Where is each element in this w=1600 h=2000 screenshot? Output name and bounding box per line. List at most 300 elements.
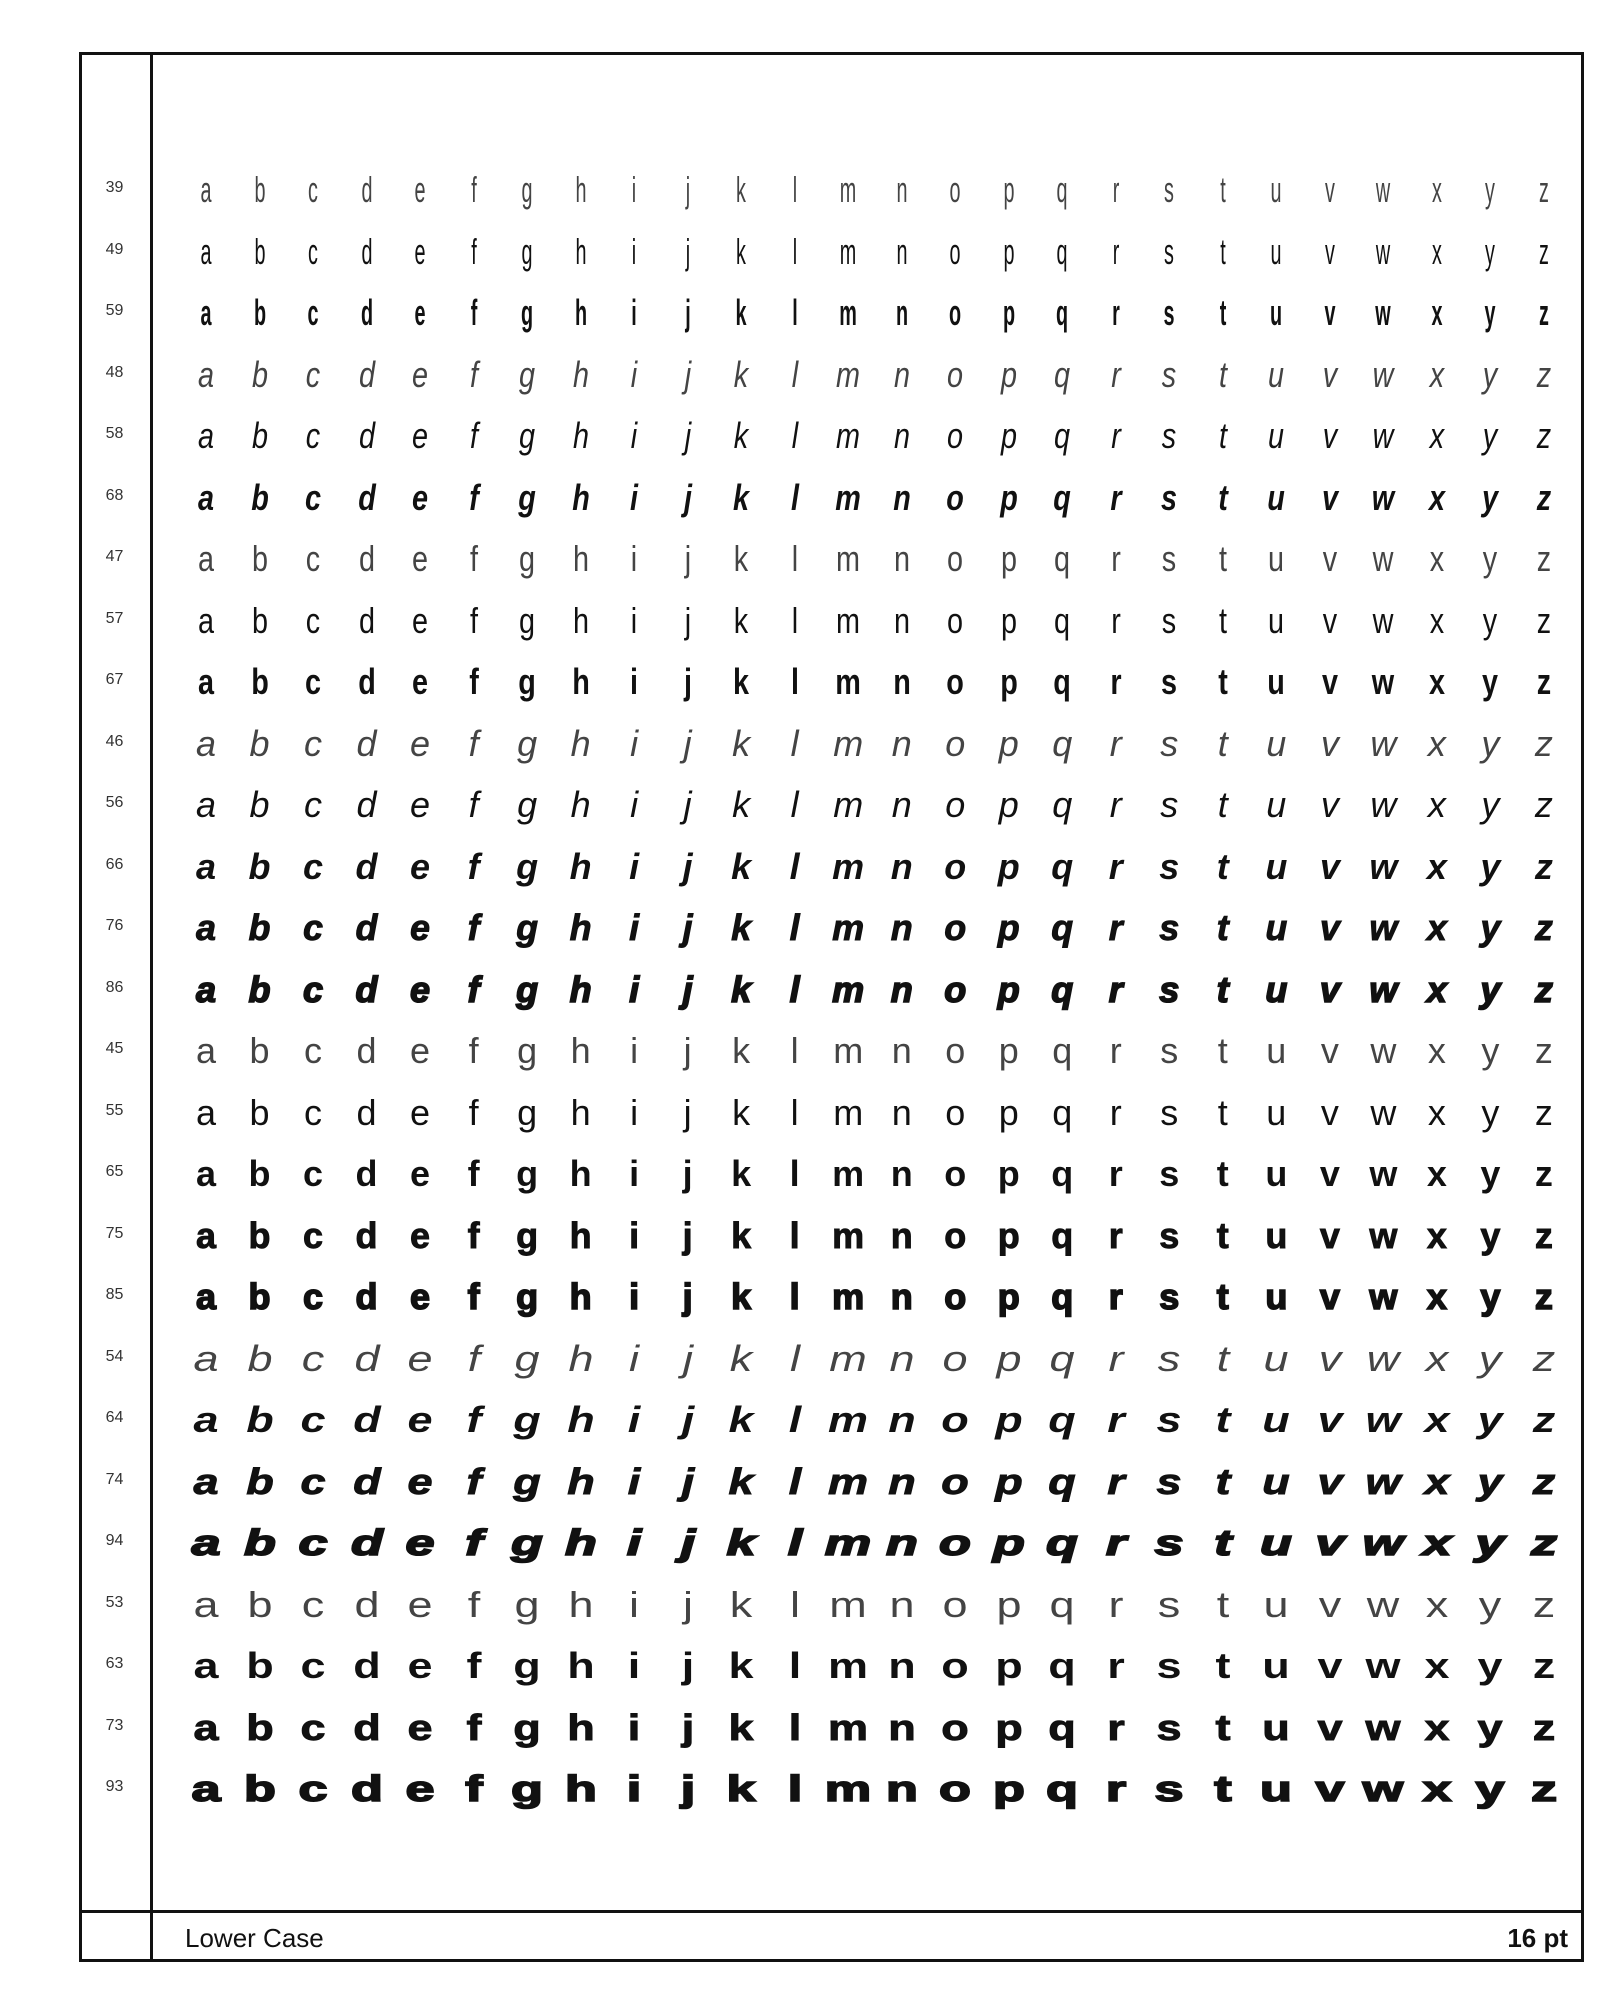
glyph-p: p — [994, 1460, 1023, 1502]
glyph-j: j — [682, 1214, 693, 1256]
glyph-d: d — [355, 1276, 378, 1317]
glyph-m: m — [832, 1214, 865, 1256]
glyph-r: r — [1109, 1091, 1122, 1133]
glyph-m: m — [833, 722, 864, 764]
glyph-o: o — [946, 661, 965, 702]
glyph-w: w — [1369, 968, 1398, 1010]
glyph-y: y — [1484, 292, 1496, 333]
glyph-a: a — [195, 1214, 217, 1256]
glyph-q: q — [1046, 1522, 1079, 1563]
glyph-m: m — [833, 1030, 864, 1071]
glyph-w: w — [1372, 599, 1394, 641]
glyph-f: f — [469, 599, 478, 641]
glyph-h: h — [575, 230, 587, 272]
glyph-h: h — [572, 353, 589, 395]
glyph-c: c — [305, 538, 321, 579]
glyph-x: x — [1431, 169, 1442, 210]
glyph-g: g — [516, 1276, 539, 1317]
glyph-a: a — [195, 1030, 217, 1071]
glyph-w: w — [1365, 1706, 1401, 1748]
glyph-o: o — [945, 722, 966, 764]
glyph-t: t — [1216, 1583, 1230, 1625]
glyph-o: o — [944, 907, 967, 948]
alphabet-line — [185, 468, 1565, 528]
glyph-x: x — [1425, 1583, 1449, 1625]
glyph-o: o — [941, 1460, 969, 1502]
glyph-y: y — [1482, 661, 1499, 702]
glyph-v: v — [1317, 1645, 1343, 1686]
glyph-d: d — [357, 661, 376, 702]
glyph-q: q — [1048, 1706, 1076, 1748]
glyph-a: a — [197, 599, 215, 641]
glyph-u: u — [1266, 1091, 1287, 1133]
glyph-c: c — [303, 968, 324, 1010]
glyph-l: l — [791, 353, 798, 395]
glyph-q: q — [1052, 784, 1073, 825]
glyph-e: e — [410, 845, 431, 887]
glyph-q: q — [1049, 1583, 1075, 1625]
glyph-v: v — [1321, 476, 1338, 518]
glyph-c: c — [304, 784, 323, 825]
glyph-k: k — [729, 1583, 753, 1625]
glyph-t: t — [1216, 1337, 1230, 1379]
glyph-a: a — [197, 661, 215, 702]
glyph-a: a — [195, 907, 217, 948]
glyph-m: m — [832, 1153, 865, 1194]
glyph-e: e — [412, 415, 429, 456]
glyph-t: t — [1216, 968, 1229, 1010]
glyph-k: k — [736, 169, 747, 210]
glyph-x: x — [1428, 661, 1445, 702]
glyph-w: w — [1369, 1153, 1398, 1194]
alphabet-line — [185, 1575, 1565, 1635]
glyph-p: p — [1000, 599, 1017, 641]
specimen-row-67 — [0, 652, 1600, 712]
glyph-j: j — [685, 169, 690, 210]
glyph-j: j — [683, 661, 692, 702]
glyph-g: g — [517, 722, 538, 764]
glyph-u: u — [1262, 1399, 1291, 1440]
glyph-o: o — [947, 353, 964, 395]
glyph-z: z — [1534, 1214, 1553, 1256]
glyph-s: s — [1162, 538, 1177, 579]
glyph-f: f — [468, 1030, 479, 1071]
glyph-m: m — [839, 292, 857, 333]
specimen-row-66 — [0, 837, 1600, 897]
glyph-u: u — [1260, 1522, 1293, 1563]
glyph-h: h — [570, 722, 591, 764]
glyph-s: s — [1161, 476, 1178, 518]
glyph-e: e — [405, 1768, 435, 1809]
glyph-r: r — [1106, 1706, 1125, 1748]
weight-number: 53 — [105, 1593, 124, 1611]
glyph-i: i — [631, 230, 637, 272]
glyph-x: x — [1424, 1460, 1450, 1502]
glyph-o: o — [944, 845, 967, 887]
glyph-w: w — [1372, 661, 1395, 702]
glyph-a: a — [193, 1583, 219, 1625]
glyph-u: u — [1268, 353, 1285, 395]
glyph-k: k — [733, 415, 749, 456]
glyph-z: z — [1534, 1091, 1553, 1133]
glyph-u: u — [1268, 415, 1285, 456]
glyph-k: k — [728, 1460, 754, 1502]
glyph-b: b — [251, 353, 268, 395]
glyph-b: b — [251, 599, 268, 641]
glyph-u: u — [1265, 907, 1288, 948]
glyph-a: a — [200, 292, 212, 333]
glyph-i: i — [629, 1153, 640, 1194]
glyph-n: n — [891, 784, 912, 825]
glyph-k: k — [731, 1214, 752, 1256]
glyph-l: l — [788, 1706, 801, 1748]
glyph-c: c — [303, 907, 324, 948]
glyph-e: e — [407, 1460, 433, 1502]
glyph-u: u — [1266, 1030, 1287, 1071]
glyph-p: p — [996, 1337, 1022, 1379]
glyph-m: m — [832, 1276, 865, 1317]
glyph-h: h — [566, 1706, 595, 1748]
glyph-r: r — [1110, 476, 1122, 518]
glyph-d: d — [352, 1399, 381, 1440]
glyph-s: s — [1156, 1645, 1182, 1686]
glyph-s: s — [1159, 1276, 1180, 1317]
glyph-c: c — [305, 661, 322, 702]
glyph-n: n — [890, 1276, 913, 1317]
glyph-j: j — [684, 353, 691, 395]
weight-number: 67 — [105, 671, 124, 688]
glyph-o: o — [949, 292, 962, 333]
glyph-g: g — [519, 599, 536, 641]
glyph-x: x — [1427, 784, 1446, 825]
glyph-k: k — [726, 1522, 756, 1563]
alphabet-line — [185, 1329, 1565, 1389]
glyph-z: z — [1534, 784, 1553, 825]
glyph-e: e — [414, 292, 426, 333]
glyph-g: g — [518, 661, 536, 702]
weight-number: 86 — [105, 978, 124, 996]
glyph-n: n — [890, 845, 913, 887]
glyph-o: o — [942, 1583, 968, 1625]
glyph-t: t — [1217, 661, 1228, 702]
glyph-b: b — [251, 538, 268, 579]
glyph-n: n — [890, 907, 913, 948]
glyph-g: g — [516, 1153, 539, 1194]
glyph-w: w — [1375, 292, 1392, 333]
specimen-row-53 — [0, 1575, 1600, 1635]
glyph-g: g — [521, 230, 533, 272]
glyph-e: e — [410, 1276, 431, 1317]
glyph-h: h — [570, 1030, 591, 1071]
glyph-h: h — [572, 599, 589, 641]
alphabet-line — [185, 160, 1565, 220]
glyph-j: j — [684, 415, 691, 456]
glyph-e: e — [410, 1030, 431, 1071]
glyph-n: n — [892, 476, 911, 518]
glyph-x: x — [1426, 907, 1447, 948]
glyph-z: z — [1532, 1460, 1556, 1502]
alphabet-line — [185, 222, 1565, 282]
glyph-p: p — [998, 1030, 1019, 1071]
glyph-s: s — [1163, 292, 1175, 333]
glyph-z: z — [1532, 1399, 1556, 1440]
glyph-y: y — [1481, 722, 1500, 764]
glyph-l: l — [789, 1276, 800, 1317]
glyph-b: b — [245, 1460, 274, 1502]
glyph-f: f — [470, 292, 477, 333]
glyph-f: f — [470, 169, 477, 210]
glyph-y: y — [1480, 845, 1501, 887]
glyph-m: m — [836, 415, 861, 456]
glyph-x: x — [1426, 845, 1447, 887]
glyph-e: e — [405, 1522, 435, 1563]
weight-number: 45 — [105, 1040, 124, 1057]
glyph-x: x — [1427, 1030, 1446, 1071]
glyph-t: t — [1216, 1276, 1229, 1317]
glyph-w: w — [1369, 1276, 1398, 1317]
glyph-d: d — [356, 722, 377, 764]
glyph-m: m — [835, 661, 861, 702]
glyph-z: z — [1538, 292, 1549, 333]
glyph-j: j — [681, 1645, 694, 1686]
glyph-w: w — [1369, 845, 1398, 887]
glyph-t: t — [1217, 476, 1228, 518]
glyph-u: u — [1263, 1337, 1289, 1379]
glyph-t: t — [1218, 353, 1227, 395]
glyph-m: m — [832, 968, 865, 1010]
glyph-d: d — [355, 1214, 378, 1256]
glyph-i: i — [629, 1583, 640, 1625]
glyph-u: u — [1270, 230, 1282, 272]
footer-size: 16 pt — [1507, 1923, 1568, 1953]
glyph-y: y — [1477, 1645, 1503, 1686]
glyph-v: v — [1322, 599, 1338, 641]
glyph-m: m — [839, 169, 857, 210]
glyph-u: u — [1270, 292, 1283, 333]
glyph-g: g — [513, 1645, 541, 1686]
glyph-s: s — [1160, 784, 1179, 825]
glyph-w: w — [1367, 1583, 1400, 1625]
glyph-b: b — [248, 1276, 271, 1317]
glyph-d: d — [356, 784, 377, 825]
glyph-n: n — [893, 599, 910, 641]
glyph-q: q — [1053, 661, 1072, 702]
glyph-j: j — [682, 1276, 693, 1317]
glyph-x: x — [1424, 1399, 1450, 1440]
glyph-r: r — [1106, 1460, 1125, 1502]
glyph-e: e — [407, 1706, 433, 1748]
glyph-l: l — [791, 415, 798, 456]
glyph-i: i — [626, 1522, 642, 1563]
glyph-q: q — [1054, 353, 1071, 395]
glyph-m: m — [836, 599, 861, 641]
glyph-f: f — [470, 230, 477, 272]
glyph-x: x — [1426, 1276, 1447, 1317]
glyph-g: g — [517, 784, 538, 825]
glyph-m: m — [824, 1768, 872, 1809]
glyph-i: i — [630, 661, 639, 702]
glyph-b: b — [250, 661, 269, 702]
glyph-t: t — [1216, 1214, 1229, 1256]
specimen-row-46 — [0, 714, 1600, 774]
glyph-e: e — [407, 1645, 433, 1686]
glyph-l: l — [788, 1460, 801, 1502]
glyph-y: y — [1475, 1768, 1505, 1809]
glyph-w: w — [1372, 476, 1395, 518]
glyph-g: g — [517, 1030, 538, 1071]
glyph-j: j — [683, 784, 692, 825]
glyph-y: y — [1475, 1522, 1505, 1563]
glyph-q: q — [1048, 1460, 1076, 1502]
glyph-f: f — [464, 1768, 483, 1809]
glyph-x: x — [1429, 415, 1445, 456]
glyph-t: t — [1215, 1399, 1231, 1440]
glyph-v: v — [1322, 538, 1338, 579]
glyph-w: w — [1372, 353, 1394, 395]
glyph-q: q — [1051, 1214, 1074, 1256]
glyph-s: s — [1159, 1214, 1180, 1256]
glyph-h: h — [569, 907, 592, 948]
glyph-l: l — [791, 599, 798, 641]
glyph-r: r — [1106, 1645, 1125, 1686]
glyph-s: s — [1154, 1522, 1184, 1563]
glyph-c: c — [300, 1399, 326, 1440]
glyph-p: p — [992, 1768, 1025, 1809]
glyph-n: n — [887, 1399, 916, 1440]
glyph-d: d — [352, 1645, 381, 1686]
glyph-t: t — [1215, 1706, 1231, 1748]
glyph-t: t — [1216, 845, 1229, 887]
specimen-row-76 — [0, 898, 1600, 958]
glyph-e: e — [412, 599, 429, 641]
glyph-p: p — [997, 968, 1020, 1010]
glyph-h: h — [569, 1276, 592, 1317]
glyph-c: c — [303, 845, 324, 887]
glyph-s: s — [1154, 1768, 1184, 1809]
glyph-c: c — [301, 1583, 325, 1625]
glyph-a: a — [197, 353, 215, 395]
glyph-t: t — [1220, 169, 1226, 210]
glyph-p: p — [1000, 353, 1017, 395]
glyph-b: b — [245, 1399, 274, 1440]
glyph-q: q — [1049, 1337, 1075, 1379]
weight-number: 64 — [105, 1409, 124, 1426]
alphabet-line — [185, 1083, 1565, 1143]
glyph-k: k — [733, 661, 750, 702]
glyph-u: u — [1263, 1583, 1289, 1625]
glyph-a: a — [191, 1522, 221, 1563]
glyph-o: o — [944, 1153, 967, 1194]
glyph-y: y — [1485, 230, 1496, 272]
glyph-i: i — [630, 353, 638, 395]
glyph-o: o — [941, 1399, 969, 1440]
specimen-row-65 — [0, 1144, 1600, 1204]
glyph-d: d — [358, 353, 375, 395]
glyph-s: s — [1156, 1399, 1182, 1440]
glyph-p: p — [999, 661, 1018, 702]
glyph-y: y — [1480, 1276, 1501, 1317]
glyph-l: l — [787, 1522, 802, 1563]
glyph-f: f — [468, 1091, 479, 1133]
glyph-t: t — [1219, 292, 1227, 333]
glyph-u: u — [1265, 845, 1288, 887]
glyph-x: x — [1427, 1091, 1446, 1133]
glyph-w: w — [1363, 1768, 1404, 1809]
glyph-s: s — [1158, 1583, 1181, 1625]
glyph-c: c — [300, 1460, 326, 1502]
glyph-f: f — [467, 845, 480, 887]
glyph-g: g — [519, 415, 536, 456]
glyph-y: y — [1481, 784, 1500, 825]
glyph-m: m — [832, 845, 865, 887]
glyph-w: w — [1365, 1460, 1401, 1502]
glyph-e: e — [412, 353, 429, 395]
specimen-row-39 — [0, 160, 1600, 220]
glyph-b: b — [248, 845, 271, 887]
glyph-w: w — [1365, 1399, 1401, 1440]
glyph-k: k — [728, 1706, 754, 1748]
glyph-m: m — [829, 1337, 867, 1379]
glyph-w: w — [1370, 722, 1397, 764]
glyph-z: z — [1536, 353, 1552, 395]
alphabet-line — [185, 1267, 1565, 1327]
glyph-i: i — [629, 968, 640, 1010]
glyph-c: c — [308, 230, 318, 272]
glyph-a: a — [193, 1399, 219, 1440]
weight-number: 63 — [105, 1655, 124, 1672]
glyph-o: o — [941, 1706, 969, 1748]
glyph-q: q — [1048, 1399, 1076, 1440]
glyph-j: j — [682, 1583, 693, 1625]
glyph-w: w — [1369, 907, 1398, 948]
glyph-c: c — [300, 1645, 326, 1686]
glyph-o: o — [945, 1030, 966, 1071]
glyph-x: x — [1427, 722, 1446, 764]
weight-number: 49 — [105, 240, 124, 258]
glyph-f: f — [466, 1399, 482, 1440]
glyph-o: o — [947, 415, 964, 456]
glyph-i: i — [629, 1214, 640, 1256]
glyph-i: i — [627, 1645, 641, 1686]
glyph-q: q — [1051, 968, 1074, 1010]
glyph-k: k — [731, 968, 752, 1010]
glyph-u: u — [1262, 1645, 1291, 1686]
glyph-d: d — [358, 599, 375, 641]
glyph-i: i — [630, 415, 638, 456]
glyph-u: u — [1265, 1214, 1288, 1256]
glyph-f: f — [467, 1276, 480, 1317]
glyph-k: k — [732, 1091, 751, 1133]
glyph-s: s — [1162, 415, 1177, 456]
glyph-m: m — [839, 230, 857, 272]
glyph-k: k — [732, 784, 751, 825]
glyph-w: w — [1372, 415, 1394, 456]
glyph-q: q — [1056, 169, 1068, 210]
glyph-z: z — [1536, 661, 1552, 702]
weight-number: 85 — [105, 1286, 124, 1303]
glyph-b: b — [254, 230, 266, 272]
glyph-v: v — [1319, 968, 1340, 1010]
glyph-i: i — [630, 784, 639, 825]
glyph-x: x — [1422, 1522, 1452, 1563]
glyph-p: p — [998, 784, 1019, 825]
glyph-r: r — [1108, 968, 1123, 1010]
alphabet-line — [185, 775, 1565, 835]
glyph-l: l — [789, 1337, 800, 1379]
glyph-s: s — [1160, 1091, 1179, 1133]
glyph-n: n — [889, 1337, 915, 1379]
glyph-y: y — [1481, 1091, 1500, 1133]
